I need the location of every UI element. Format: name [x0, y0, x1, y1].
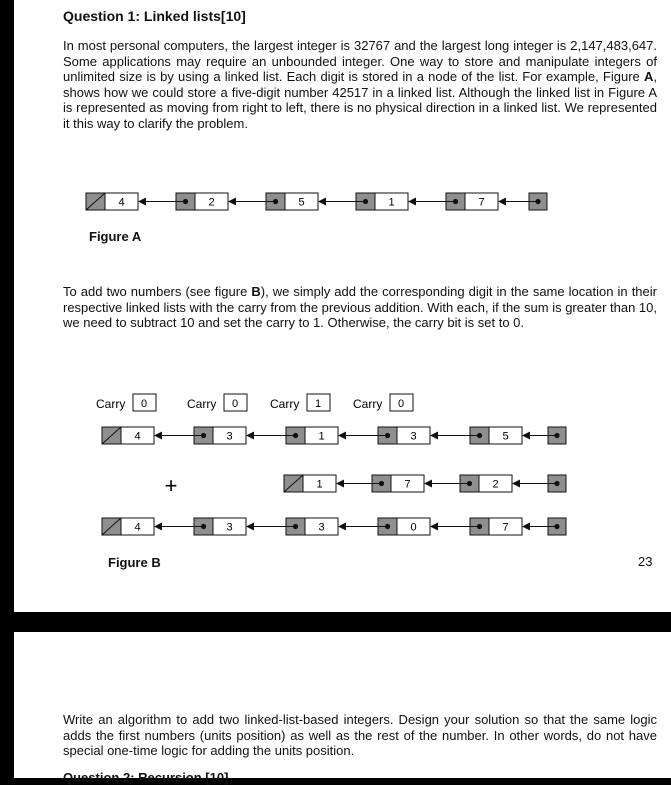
- carry-value-2: 1: [314, 398, 322, 410]
- carry-label-3: Carry: [353, 397, 383, 411]
- carry-label-2: Carry: [270, 397, 300, 411]
- fig-b-list1-node-2-digit: 1: [318, 430, 325, 443]
- question-title: Question 1: Linked lists[10]: [63, 8, 246, 24]
- plus-operator: +: [164, 473, 178, 498]
- figure-a-caption: Figure A: [89, 229, 142, 244]
- carry-value-0: 0: [140, 398, 148, 410]
- paragraph-addition: To add two numbers (see figure B), we simply add the corresponding digit in the same location in their respective linked lists with the carry from the previous addition. With each, if the sum is greater than 10, we need to subtract 10 and set the carry to 1. Otherwise, the carry bit is set to 0.: [63, 284, 657, 330]
- fig-a-node-3-digit: 1: [388, 196, 395, 209]
- fig-b-list1-node-1-digit: 3: [226, 430, 233, 443]
- fig-b-result-node-0-digit: 4: [134, 521, 141, 534]
- page-number: 23: [638, 554, 653, 569]
- fig-b-list2-node-0-digit: 1: [316, 478, 323, 491]
- fig-b-result-node-4-digit: 7: [502, 521, 509, 534]
- fig-b-list1-node-0-digit: 4: [134, 430, 141, 443]
- fig-b-list1-node-3-digit: 3: [410, 430, 417, 443]
- fig-b-result-node-3-digit: 0: [410, 521, 417, 534]
- fig-a-node-1-digit: 2: [208, 196, 215, 209]
- carry-value-3: 0: [397, 398, 405, 410]
- paragraph-intro: In most personal computers, the largest integer is 32767 and the largest long integer is 2,147,483,647. Some applications may require an unbounded integer. One way to store and manipulate integers of unlimited size is by using a linked list. Each digit is stored in a node of the list. For example, Figure A, shows how we could store a five-digit number 42517 in a linked list. Although the linked list in Figure A is represented as moving from right to left, there is no physical direction in a linked list. We represented it this way to clarify the problem.: [63, 38, 657, 131]
- fig-b-list2-node-2-digit: 2: [492, 478, 499, 491]
- carry-label-1: Carry: [187, 397, 217, 411]
- fig-a-node-4-digit: 7: [478, 196, 485, 209]
- figure-b-caption: Figure B: [108, 555, 161, 570]
- fig-a-node-2-digit: 5: [298, 196, 305, 209]
- fig-b-list2-node-1-digit: 7: [404, 478, 411, 491]
- fig-b-result-node-2-digit: 3: [318, 521, 325, 534]
- fig-a-node-0-digit: 4: [118, 196, 125, 209]
- carry-label-0: Carry: [96, 397, 126, 411]
- next-question-heading: Question 2: Recursion [10]: [63, 770, 229, 785]
- fig-b-list1-node-4-digit: 5: [502, 430, 509, 443]
- paragraph-task: Write an algorithm to add two linked-list-based integers. Design your solution so that the same logic adds the first numbers (units position) as well as the rest of the number. In other words, do not have special one-time logic for adding the units position.: [63, 712, 657, 758]
- carry-value-1: 0: [231, 398, 239, 410]
- fig-b-result-node-1-digit: 3: [226, 521, 233, 534]
